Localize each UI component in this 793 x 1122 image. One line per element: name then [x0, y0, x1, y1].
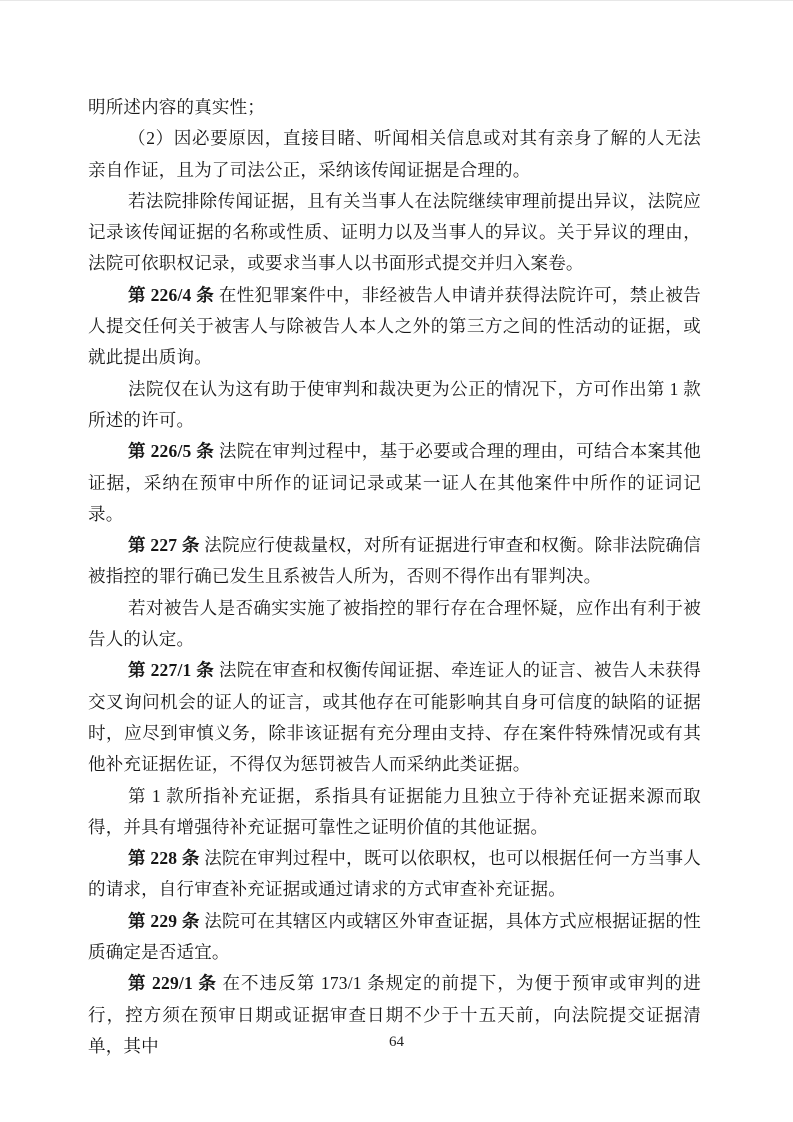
paragraph-text: 在不违反第 173/1 条规定的前提下，为便于预审或审判的进行，控方须在预审日期或证据审查日期不少于十五天前，向法院提交证据清单，其中 — [88, 973, 701, 1056]
paragraph — [88, 374, 701, 437]
paragraph — [88, 436, 701, 530]
paragraph-text: 若对被告人是否确实实施了被指控的罪行存在合理怀疑，应作出有利于被告人的认定。 — [88, 597, 701, 650]
page-footer — [0, 1034, 793, 1051]
paragraph — [88, 123, 701, 186]
paragraph-text: 第 1 款所指补充证据，系指具有证据能力且独立于待补充证据来源而取得，并具有增强待补充证据可靠性之证明价值的其他证据。 — [88, 785, 701, 837]
paragraph — [88, 186, 701, 280]
article-number: 第 228 条 — [128, 848, 200, 869]
paragraph — [88, 843, 701, 906]
paragraph — [88, 906, 701, 969]
paragraph-text: （2）因必要原因，直接目睹、听闻相关信息或对其有亲身了解的人无法亲自作证，且为了司法公正，采纳该传闻证据是合理的。 — [88, 128, 701, 180]
article-number: 第 226/4 条 — [128, 284, 215, 305]
paragraph — [88, 781, 701, 844]
paragraph-text: 法院在审判过程中，基于必要或合理的理由，可结合本案其他证据，采纳在预审中所作的证词记录或某一证人在其他案件中所作的证词记录。 — [88, 441, 701, 524]
paragraph — [88, 530, 701, 593]
paragraph-text: 法院在审判过程中，既可以依职权，也可以根据任何一方当事人的请求，自行审查补充证据或通过请求的方式审查补充证据。 — [88, 848, 701, 900]
article-number: 第 227/1 条 — [128, 660, 215, 681]
paragraph-text: 在性犯罪案件中，非经被告人申请并获得法院许可，禁止被告人提交任何关于被害人与除被告人本人之外的第三方之间的性活动的证据，或就此提出质询。 — [88, 284, 701, 368]
paragraph-text: 若法院排除传闻证据，且有关当事人在法院继续审理前提出异议，法院应记录该传闻证据的名称或性质、证明力以及当事人的异议。关于异议的理由，法院可依职权记录，或要求当事人以书面形式提交并归入案卷。 — [88, 190, 701, 274]
paragraph-text: 法院仅在认为这有助于使审判和裁决更为公正的情况下，方可作出第 1 款所述的许可。 — [88, 378, 701, 430]
paragraph — [88, 655, 701, 780]
paragraph-text: 明所述内容的真实性； — [88, 97, 265, 117]
paragraph-text: 法院应行使裁量权，对所有证据进行审查和权衡。除非法院确信被指控的罪行确已发生且系被告人所为，否则不得作出有罪判决。 — [88, 535, 701, 587]
document-body — [88, 92, 701, 1062]
paragraph — [88, 593, 701, 656]
paragraph-text: 法院在审查和权衡传闻证据、牵连证人的证言、被告人未获得交叉询问机会的证人的证言，或其他存在可能影响其自身可信度的缺陷的证据时，应尽到审慎义务，除非该证据有充分理由支持、存在案件特殊情况或有其他补充证据佐证，不得仅为惩罚被告人而采纳此类证据。 — [88, 660, 701, 775]
article-number: 第 226/5 条 — [128, 441, 215, 462]
article-number: 第 227 条 — [128, 535, 200, 556]
paragraph-text: 法院可在其辖区内或辖区外审查证据，具体方式应根据证据的性质确定是否适宜。 — [88, 910, 701, 963]
paragraph — [88, 280, 701, 374]
page-number: 64 — [389, 1034, 404, 1050]
article-number: 第 229 条 — [128, 910, 200, 931]
article-number: 第 229/1 条 — [128, 973, 217, 994]
paragraph — [88, 92, 701, 123]
